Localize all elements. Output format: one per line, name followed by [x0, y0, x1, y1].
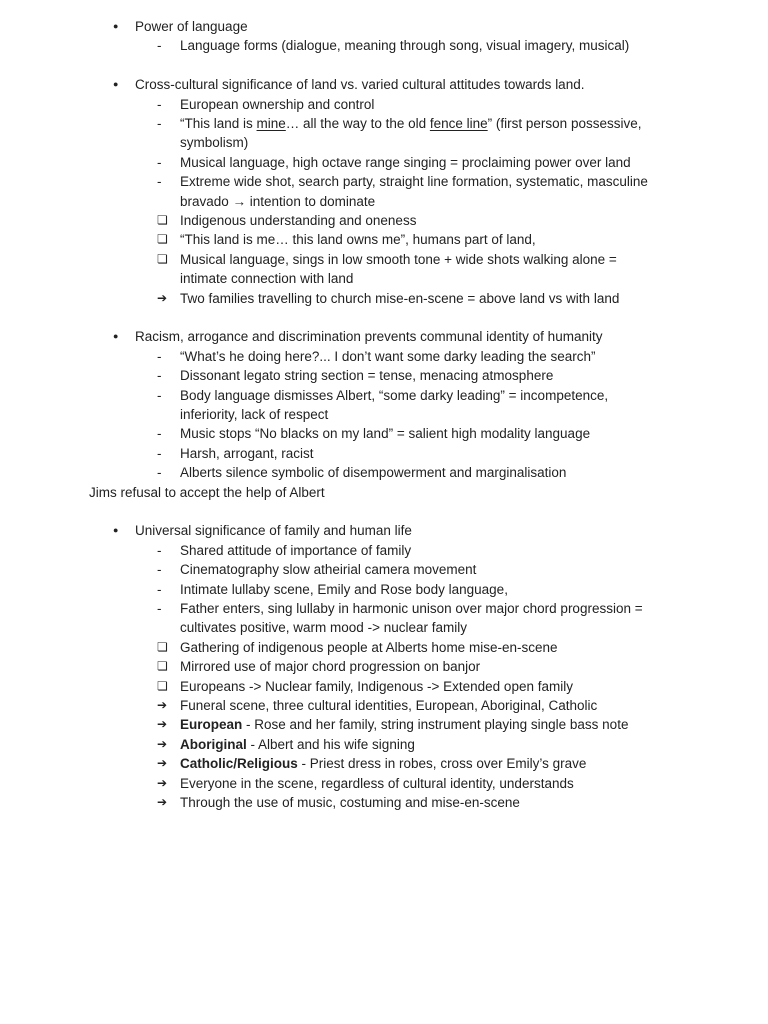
- list-item-text: inferiority, lack of respect: [180, 407, 329, 422]
- text-run: “This land is: [180, 116, 257, 131]
- list-item-text: Funeral scene, three cultural identities, European, Aboriginal, Catholic: [180, 698, 598, 713]
- dash-marker: -: [157, 387, 162, 403]
- checkbox-square-icon: ❏: [157, 213, 168, 227]
- underlined-text: fence line: [429, 116, 488, 131]
- bold-text: Catholic/Religious: [180, 756, 298, 772]
- dash-marker: -: [157, 154, 162, 170]
- section-heading: Universal significance of family and human life: [135, 523, 412, 539]
- underlined-text: mine: [256, 116, 286, 131]
- checkbox-square-icon: ❏: [157, 232, 168, 247]
- bullet-dot-icon: ●: [113, 331, 119, 342]
- list-item-text: Dissonant legato string section = tense, menacing atmosphere: [180, 368, 554, 384]
- arrow-right-icon: ➔: [157, 756, 168, 771]
- dash-marker: -: [157, 445, 162, 461]
- checkbox-square-icon: ❏: [157, 639, 168, 654]
- bullet-dot-icon: ●: [113, 525, 119, 536]
- dash-marker: -: [157, 368, 162, 384]
- list-item-text: Intimate lullaby scene, Emily and Rose body language,: [180, 581, 508, 597]
- arrow-right-icon: ➔: [157, 736, 168, 751]
- arrow-right-icon: ➔: [157, 795, 168, 809]
- list-item-text: European ownership and control: [180, 96, 375, 112]
- list-item-text: Music stops “No blacks on my land” = salient high modality language: [180, 426, 591, 442]
- dash-marker: -: [157, 174, 162, 190]
- checkbox-square-icon: ❏: [157, 251, 168, 266]
- list-item-text: Language forms (dialogue, meaning through song, visual imagery, musical): [180, 38, 630, 54]
- bullet-dot-icon: ●: [113, 79, 119, 90]
- text-run: - Albert and his wife signing: [246, 736, 415, 752]
- section-note: Jims refusal to accept the help of Albert: [89, 484, 325, 500]
- arrow-right-icon: ➔: [157, 698, 168, 712]
- bold-text: Aboriginal: [180, 736, 247, 752]
- section-heading: Racism, arrogance and discrimination prevents communal identity of humanity: [135, 329, 603, 345]
- list-item-text: Alberts silence symbolic of disempowerment and marginalisation: [180, 465, 567, 481]
- list-item-text: Harsh, arrogant, racist: [180, 445, 314, 461]
- list-item-text: [180, 715, 628, 734]
- dash-marker: -: [157, 601, 162, 616]
- list-item-text: [180, 754, 586, 773]
- dash-marker: -: [157, 96, 162, 112]
- dash-marker: -: [157, 581, 162, 597]
- list-item-text: Through the use of music, costuming and mise-en-scene: [180, 795, 520, 810]
- list-item-text: Extreme wide shot, search party, straight line formation, systematic, masculine: [180, 174, 648, 190]
- dash-marker: -: [157, 348, 162, 364]
- text-run: - Priest dress in robes, cross over Emily’s grave: [297, 756, 587, 772]
- list-item-text: “What’s he doing here?... I don’t want some darky leading the search”: [180, 348, 596, 364]
- bullet-dot-icon: ●: [113, 21, 119, 31]
- dash-marker: -: [157, 562, 162, 578]
- bold-text: European: [180, 717, 243, 733]
- dash-marker: -: [157, 116, 162, 131]
- list-item-text: Musical language, sings in low smooth tone + wide shots walking alone =: [180, 251, 617, 267]
- arrow-right-icon: ➔: [157, 290, 168, 305]
- list-item-text: Shared attitude of importance of family: [180, 542, 412, 558]
- dash-marker: -: [157, 542, 162, 558]
- list-item-text: [180, 114, 641, 133]
- list-item-text: Father enters, sing lullaby in harmonic unison over major chord progression =: [180, 601, 643, 616]
- section-heading: Power of language: [135, 19, 248, 34]
- list-item-text: intimate connection with land: [180, 271, 354, 287]
- list-item-text: Cinematography slow atheirial camera movement: [180, 562, 477, 578]
- dash-marker: -: [157, 426, 162, 442]
- text-run: ” (first person possessive,: [487, 116, 642, 131]
- checkbox-square-icon: ❏: [157, 659, 168, 674]
- checkbox-square-icon: ❏: [157, 678, 168, 693]
- list-item-text: Body language dismisses Albert, “some darky leading” = incompetence,: [180, 387, 609, 403]
- list-item-text: symbolism): [180, 135, 249, 151]
- list-item-text: Everyone in the scene, regardless of cultural identity, understands: [180, 775, 574, 791]
- list-item-text: bravado → intention to dominate: [180, 193, 376, 209]
- list-item-text: Two families travelling to church mise-en-scene = above land vs with land: [180, 290, 620, 306]
- text-run: … all the way to the old: [285, 116, 430, 131]
- list-item-text: Musical language, high octave range singing = proclaiming power over land: [180, 154, 631, 170]
- list-item-text: Mirrored use of major chord progression on banjor: [180, 659, 481, 675]
- list-item-text: “This land is me… this land owns me”, humans part of land,: [180, 232, 536, 248]
- list-item-text: [180, 735, 415, 754]
- section-heading: Cross-cultural significance of land vs. varied cultural attitudes towards land.: [135, 77, 585, 93]
- text-run: - Rose and her family, string instrument playing single bass note: [242, 717, 629, 733]
- dash-marker: -: [157, 38, 162, 54]
- dash-marker: -: [157, 465, 162, 481]
- list-item-text: Europeans -> Nuclear family, Indigenous -> Extended open family: [180, 678, 573, 694]
- arrow-right-icon: ➔: [157, 717, 168, 732]
- arrow-right-icon: ➔: [157, 775, 168, 790]
- list-item-text: cultivates positive, warm mood -> nuclear family: [180, 620, 467, 636]
- list-item-text: Indigenous understanding and oneness: [180, 213, 417, 228]
- list-item-text: Gathering of indigenous people at Alberts home mise-en-scene: [180, 639, 558, 655]
